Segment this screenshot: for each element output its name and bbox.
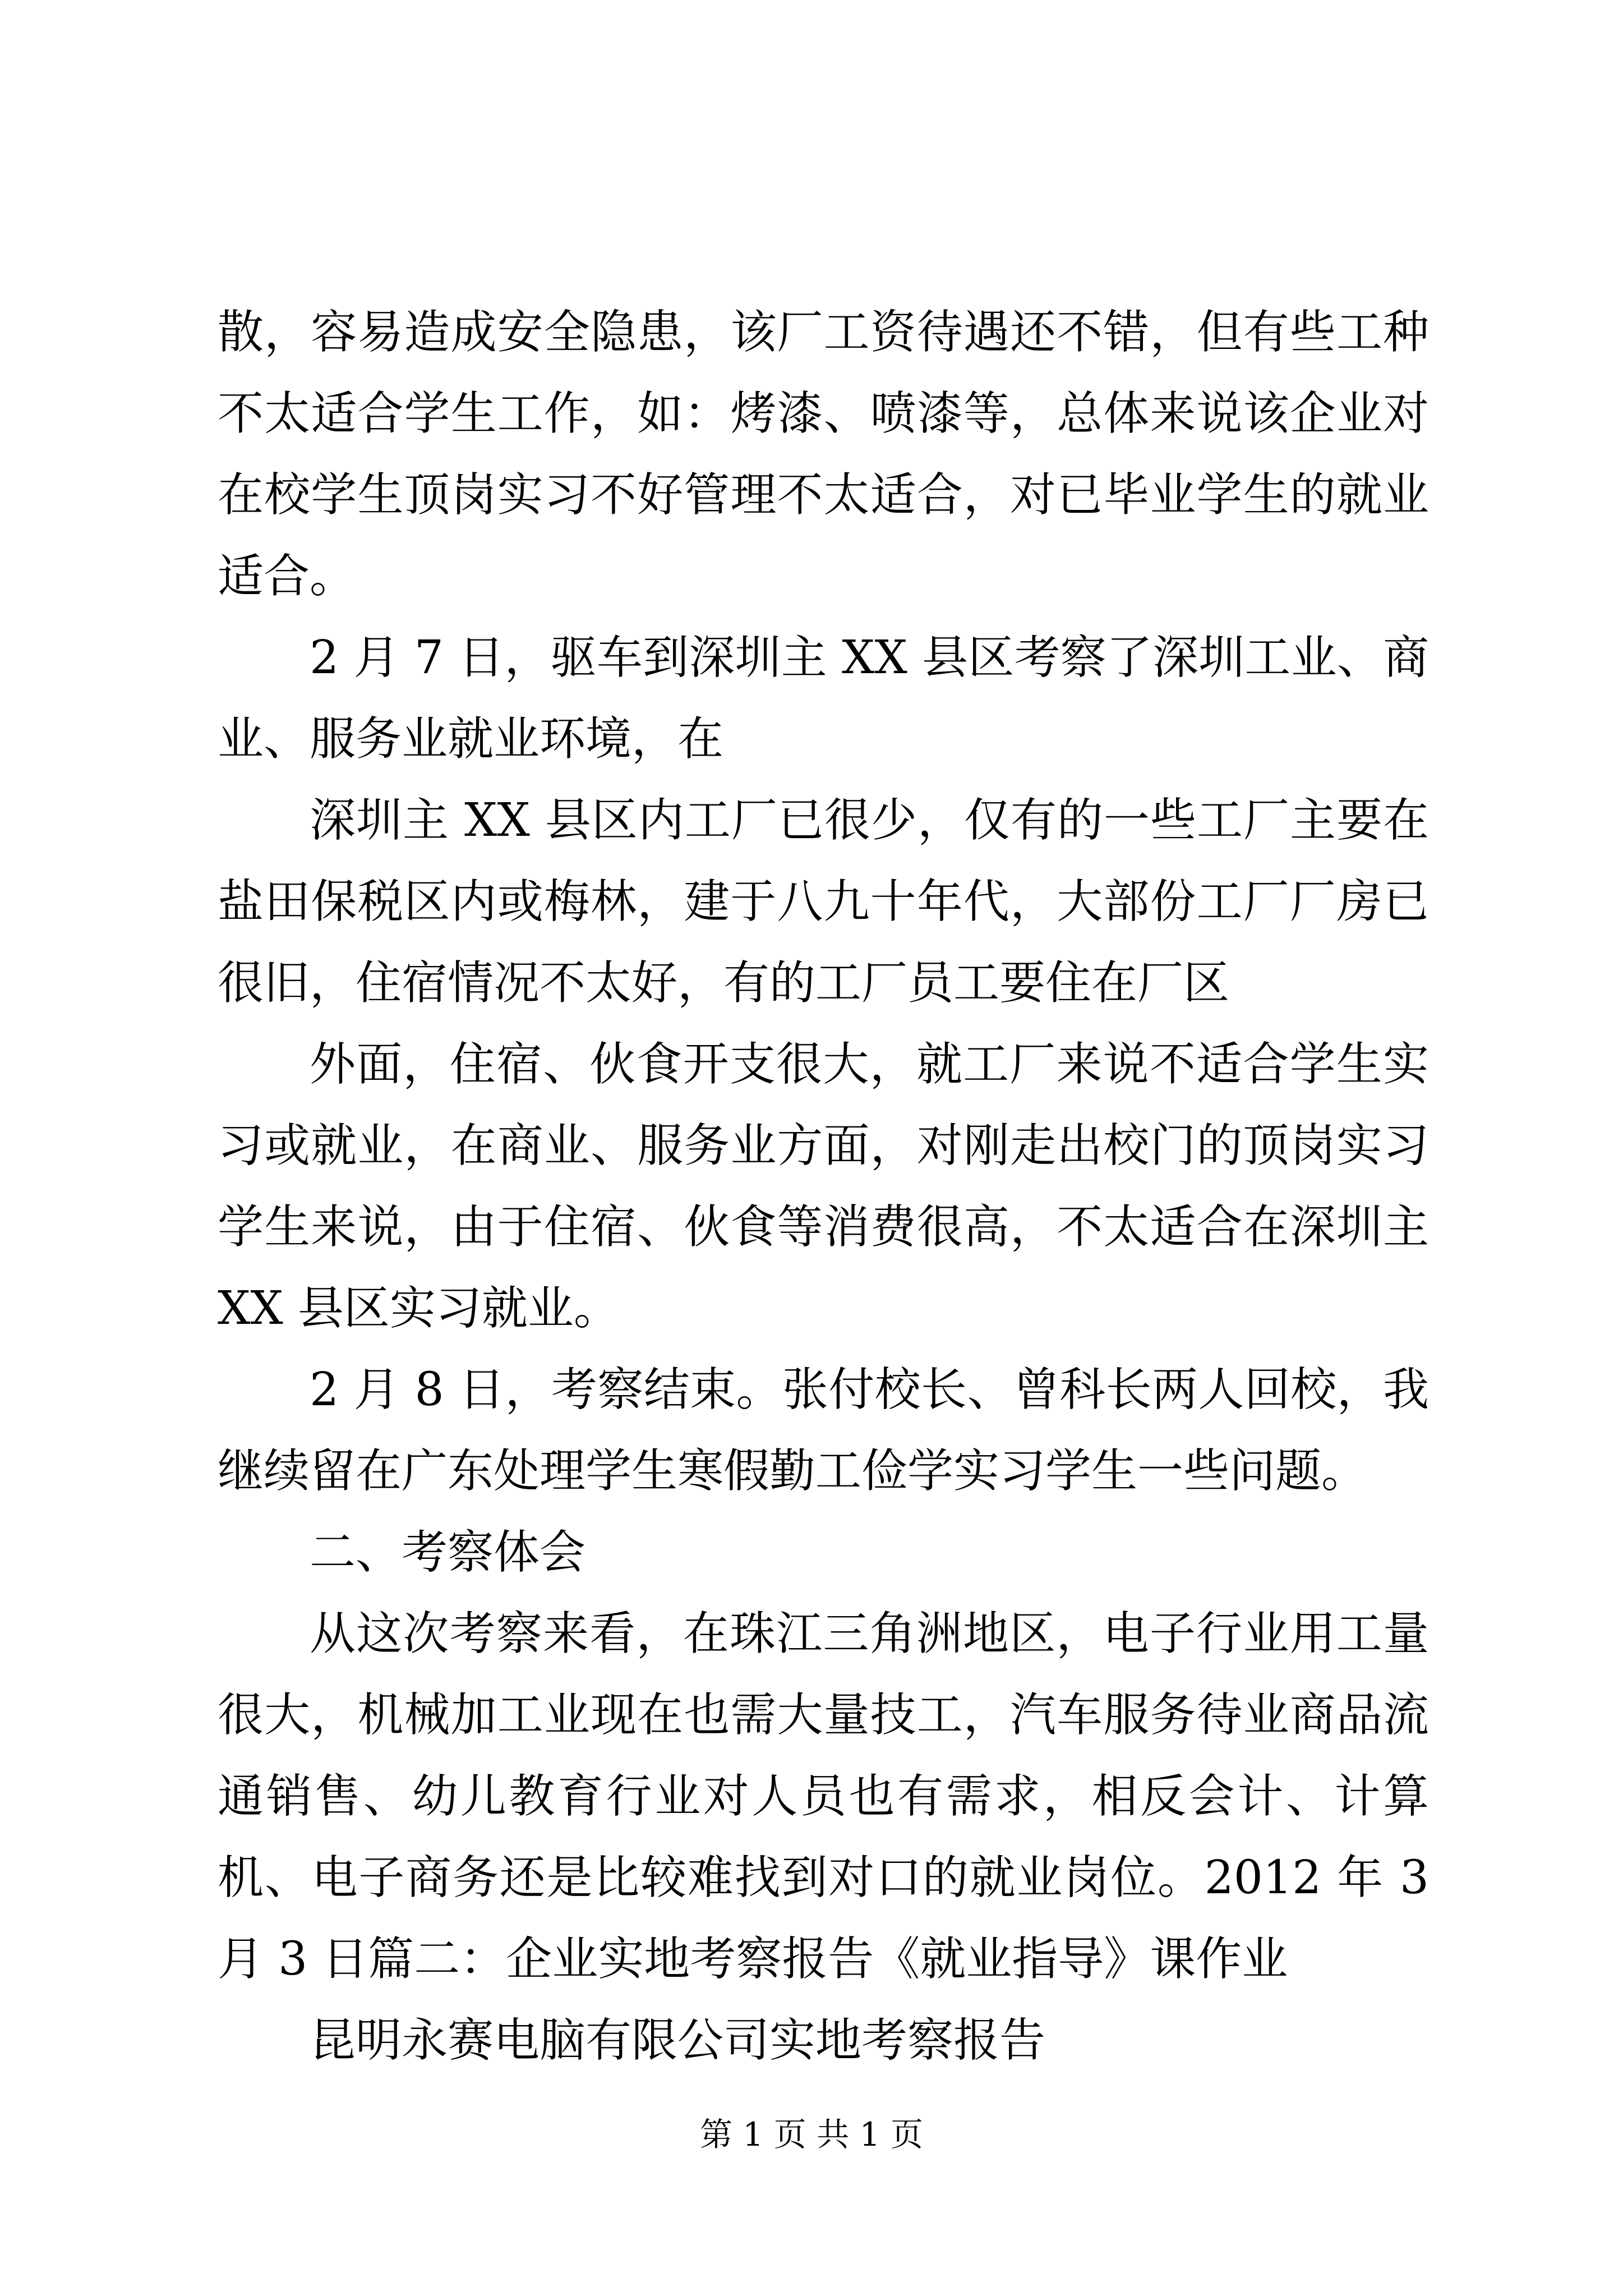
paragraph-reflections: 从这次考察来看，在珠江三角洲地区，电子行业用工量很大，机械加工业现在也需大量技工，汽车服务待业商品流通销售、幼儿教育行业对人员也有需求，相反会计、计算机、电子商务还是比较难找到对口的就业岗位。2012 年 3 月 3 日篇二：企业实地考察报告《就业指导》课作业 bbox=[218, 1607, 1429, 1986]
paragraph-feb-8: 2 月 8 日，考察结束。张付校长、曾科长两人回校，我继续留在广东处理学生寒假勤工俭学实习学生一些问题。 bbox=[218, 1363, 1429, 1498]
paragraph-continuation: 散，容易造成安全隐患，该厂工资待遇还不错，但有些工种不太适合学生工作，如：烤漆、喷漆等，总体来说该企业对在校学生顶岗实习不好管理不太适合，对已毕业学生的就业适合。 bbox=[218, 306, 1429, 603]
section-heading-reflections: 二、考察体会 bbox=[310, 1526, 586, 1579]
page-footer: 第 1 页 共 1 页 bbox=[700, 2115, 923, 2154]
paragraph-accommodation: 外面，住宿、伙食开支很大，就工厂来说不适合学生实习或就业，在商业、服务业方面，对刚走出校门的顶岗实习学生来说，由于住宿、伙食等消费很高，不太适合在深圳主 XX 县区实习就业。 bbox=[218, 1038, 1429, 1335]
report-title: 昆明永赛电脑有限公司实地考察报告 bbox=[310, 2014, 1046, 2067]
document-body bbox=[218, 292, 1429, 2081]
paragraph-feb-7: 2 月 7 日，驱车到深圳主 XX 县区考察了深圳工业、商业、服务业就业环境，在 bbox=[218, 631, 1429, 766]
paragraph-shenzhen-factories: 深圳主 XX 县区内工厂已很少，仅有的一些工厂主要在盐田保税区内或梅林，建于八九十年代，大部份工厂厂房已很旧，住宿情况不太好，有的工厂员工要住在厂区 bbox=[218, 794, 1429, 1010]
